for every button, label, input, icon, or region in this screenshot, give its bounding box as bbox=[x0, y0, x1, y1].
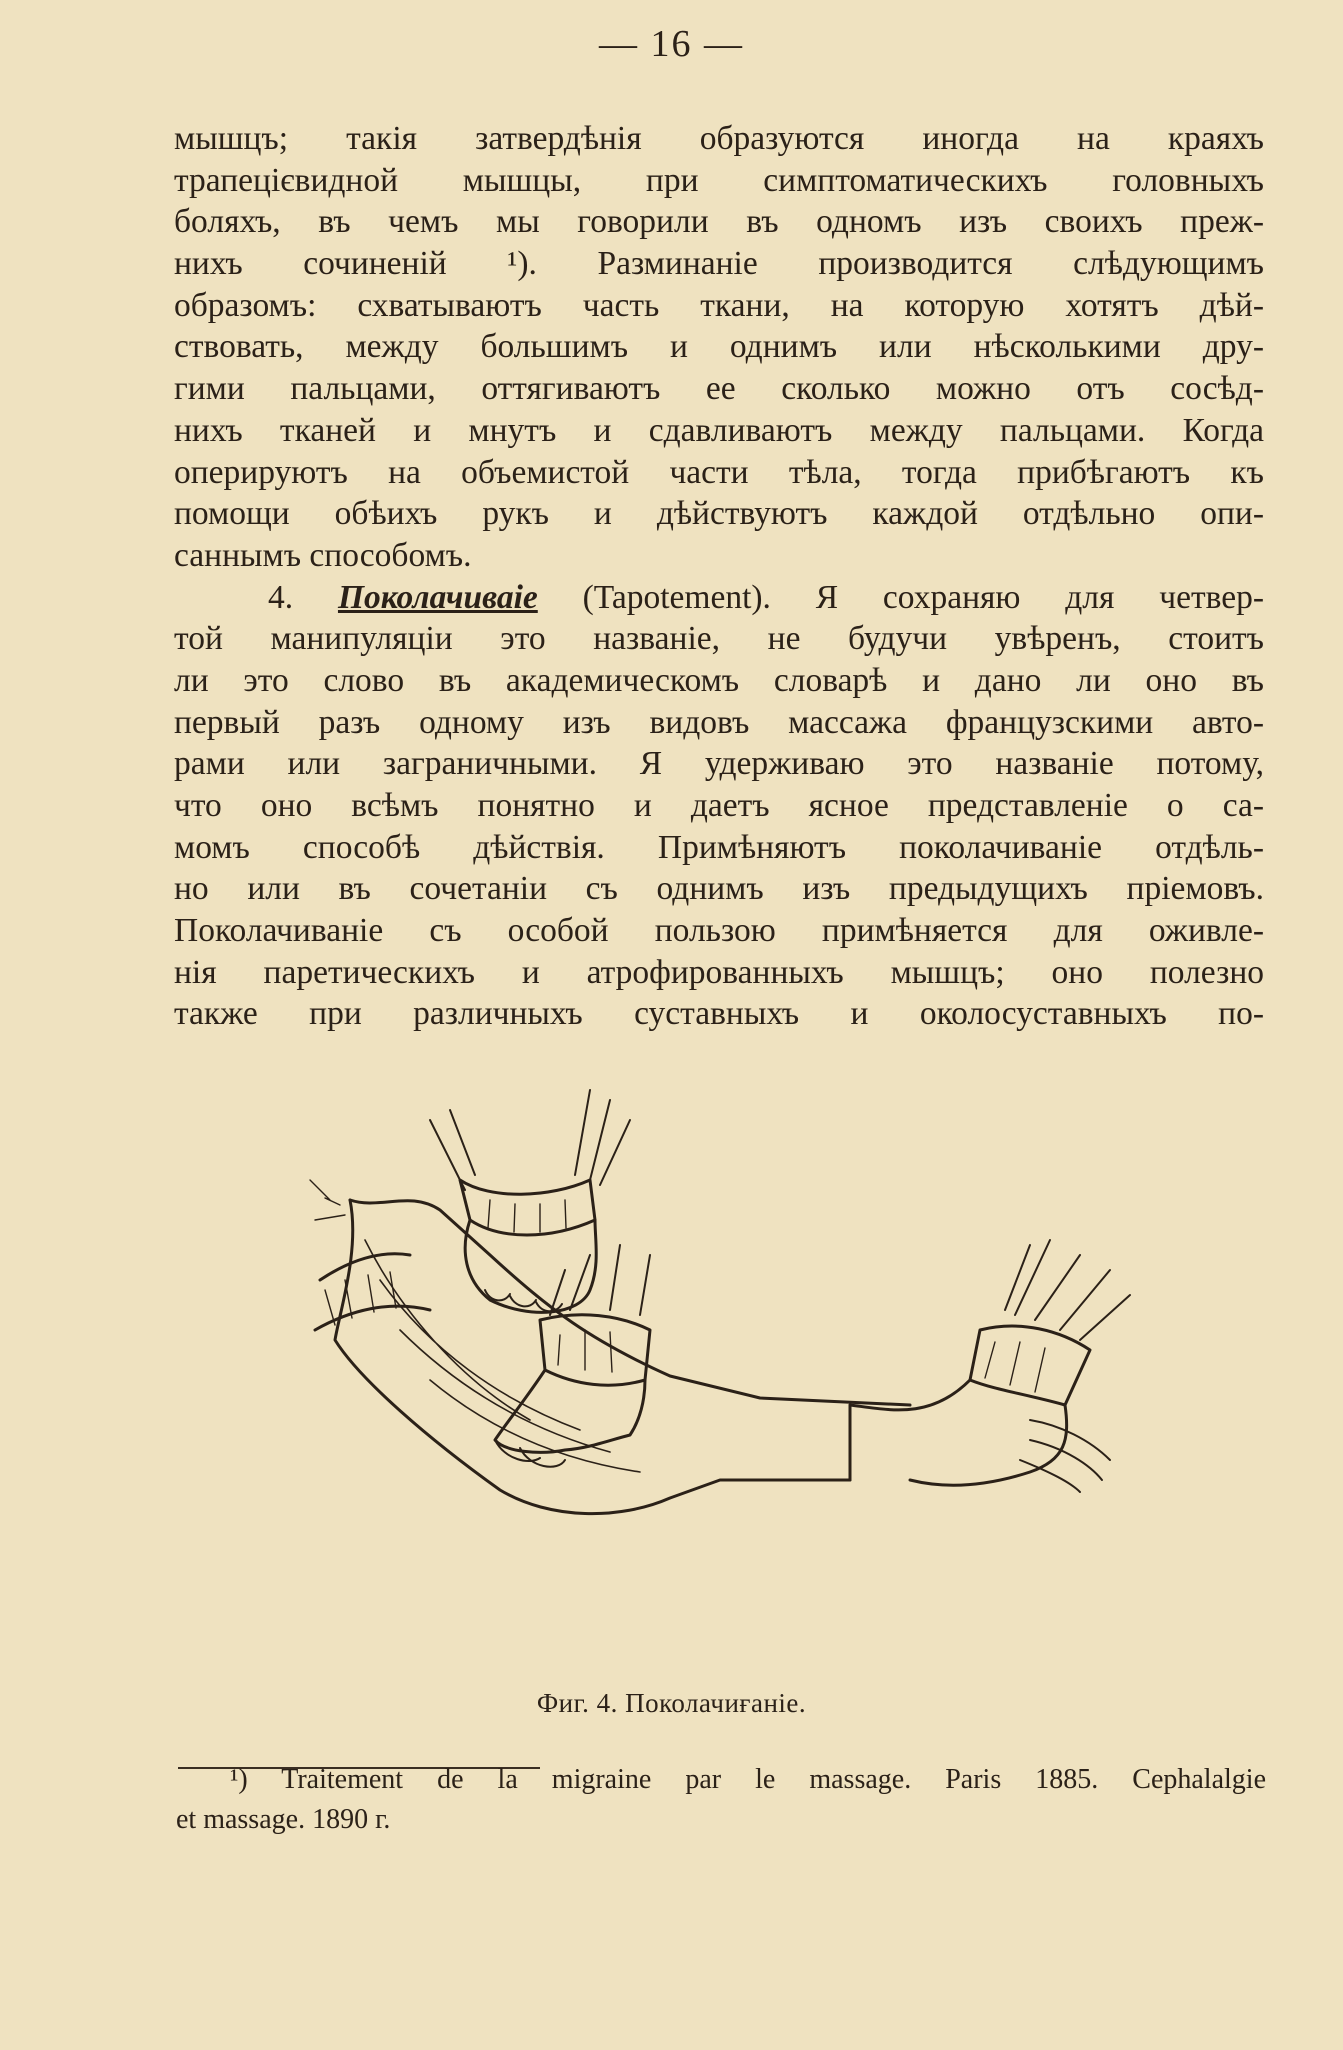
forearm-drawing bbox=[310, 1180, 910, 1514]
text-line: нія паретическихъ и атрофированныхъ мышцъ; оно полезно bbox=[174, 953, 1264, 991]
section-number: 4. bbox=[268, 578, 294, 616]
tapping-fist-drawing bbox=[430, 1090, 630, 1312]
text-line: нихъ тканей и мнутъ и сдавливаютъ между пальцами. Когда bbox=[174, 411, 1264, 449]
text-line: момъ способѣ дѣйствія. Примѣняютъ поколачиваніе отдѣль- bbox=[174, 828, 1264, 866]
footnote bbox=[176, 1760, 1266, 1840]
text-line: саннымъ способомъ. bbox=[174, 536, 472, 574]
text-line: ствовать, между большимъ и однимъ или нѣсколькими дру- bbox=[174, 328, 1264, 366]
tapotement-hands-illustration bbox=[290, 1080, 1190, 1660]
figure-illustration bbox=[290, 1080, 1190, 1660]
footnote-line: ¹) Traitement de la migraine par le massage. Paris 1885. Cephalalgie bbox=[230, 1764, 1266, 1795]
text-line: ли это слово въ академическомъ словарѣ и дано ли оно въ bbox=[174, 661, 1264, 699]
page-number: — 16 — bbox=[599, 23, 744, 65]
right-hand-drawing bbox=[850, 1240, 1130, 1492]
section-term: Поколачиваіе bbox=[337, 578, 538, 616]
text-line: также при различныхъ суставныхъ и околосуставныхъ по- bbox=[174, 995, 1264, 1033]
section-heading-line bbox=[174, 577, 1264, 619]
body-text bbox=[174, 118, 1264, 1035]
text-line: первый разъ одному изъ видовъ массажа французскими авто- bbox=[174, 703, 1264, 741]
paragraph-2 bbox=[174, 577, 1264, 1036]
text-line: что оно всѣмъ понятно и даетъ ясное представленіе о са- bbox=[174, 787, 1264, 824]
text-line: рами или заграничными. Я удерживаю это названіе потому, bbox=[174, 745, 1264, 783]
section-lead-text: (Tapotement). Я сохраняю для четвер- bbox=[582, 578, 1265, 616]
figure-caption: Фиг. 4. Поколачиғаніе. bbox=[536, 1688, 807, 1718]
text-line: оперируютъ на объемистой части тѣла, тогда прибѣгаютъ къ bbox=[174, 453, 1264, 491]
text-line: трапецієвидной мышцы, при симптоматическихъ головныхъ bbox=[174, 161, 1264, 199]
text-line: но или въ сочетаніи съ однимъ изъ предыдущихъ пріемовъ. bbox=[174, 870, 1264, 908]
text-line: нихъ сочиненій ¹). Разминаніе производится слѣдующимъ bbox=[174, 245, 1264, 283]
text-line: Поколачиваніе съ особой пользою примѣняется для оживле- bbox=[174, 912, 1264, 950]
text-line: боляхъ, въ чемъ мы говорили въ одномъ изъ своихъ преж- bbox=[174, 203, 1264, 241]
text-line: той манипуляціи это названіе, не будучи увѣренъ, стоитъ bbox=[174, 620, 1264, 658]
text-line: помощи обѣихъ рукъ и дѣйствуютъ каждой отдѣльно опи- bbox=[174, 495, 1264, 533]
text-line: гими пальцами, оттягиваютъ ее сколько можно отъ сосѣд- bbox=[174, 370, 1264, 408]
footnote-line: et massage. 1890 г. bbox=[176, 1804, 391, 1835]
text-line: образомъ: схватываютъ часть ткани, на которую хотятъ дѣй- bbox=[174, 286, 1264, 324]
text-line: мышцъ; такія затвердѣнія образуются иногда на краяхъ bbox=[174, 120, 1264, 157]
paragraph-1 bbox=[174, 118, 1264, 577]
